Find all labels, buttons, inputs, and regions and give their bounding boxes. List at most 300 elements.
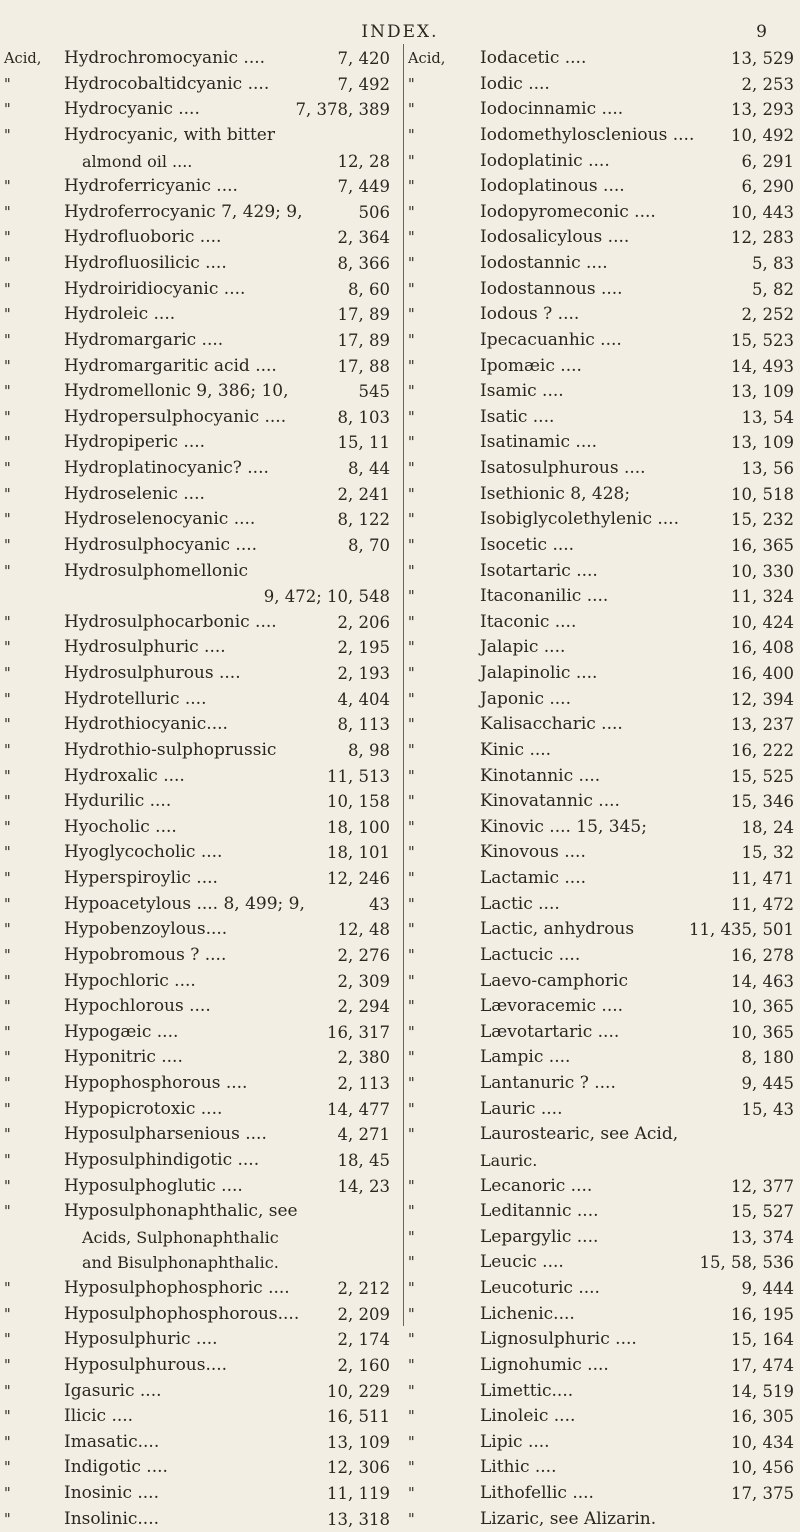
page-number: 9 — [756, 22, 767, 42]
index-entry — [408, 302, 796, 328]
entry-reference: 18, 101 — [327, 843, 390, 863]
index-entry — [408, 610, 796, 636]
entry-reference: 9, 445 — [741, 1074, 794, 1093]
index-entry — [408, 430, 796, 456]
index-entry — [408, 533, 796, 559]
index-entry — [4, 251, 398, 277]
entry-reference: 4, 271 — [337, 1125, 390, 1145]
entry-reference: 16, 408 — [731, 638, 794, 658]
entry-reference: 8, 44 — [348, 459, 390, 478]
index-entry — [408, 1148, 796, 1174]
entry-term: Hypobromous ? .... — [64, 944, 227, 965]
entry-reference: 13, 293 — [731, 100, 794, 120]
entry-term: Lævotartaric .... — [480, 1021, 620, 1042]
entry-prefix: " — [4, 870, 11, 887]
entry-prefix: " — [4, 1126, 11, 1144]
entry-prefix: " — [408, 485, 415, 503]
entry-term: Hydrofluosilicic .... — [64, 253, 227, 273]
entry-reference: 12, 377 — [731, 1176, 794, 1196]
entry-prefix: " — [408, 1049, 415, 1067]
entry-reference: 11, 513 — [327, 766, 390, 786]
entry-prefix: " — [4, 1433, 11, 1451]
entry-reference: 2, 309 — [337, 971, 390, 991]
index-entry — [408, 1071, 796, 1097]
index-entry — [408, 815, 796, 841]
index-entry — [4, 1404, 398, 1430]
entry-prefix: " — [4, 280, 11, 298]
index-entry — [408, 1379, 796, 1405]
index-entry — [4, 943, 398, 969]
entry-prefix: " — [4, 1305, 11, 1323]
left-index-column — [4, 46, 398, 1529]
entry-prefix: " — [4, 562, 11, 580]
entry-prefix: " — [408, 383, 415, 401]
entry-reference: 10, 424 — [731, 612, 794, 632]
entry-reference: 15, 32 — [741, 843, 794, 863]
entry-reference: 11, 324 — [731, 587, 794, 607]
index-entry — [408, 559, 796, 585]
entry-term: almond oil .... — [82, 151, 193, 171]
index-entry — [408, 149, 796, 175]
entry-prefix: " — [408, 280, 415, 298]
entry-reference: 43 — [369, 894, 390, 914]
entry-term: Hydroferrocyanic 7, 429; 9, — [64, 201, 303, 222]
index-entry — [408, 379, 796, 405]
entry-term: Igasuric .... — [64, 1380, 162, 1401]
entry-term: Hydrosulphomellonic — [64, 560, 249, 581]
index-entry — [408, 1276, 796, 1302]
entry-prefix: " — [408, 972, 415, 990]
entry-reference: 2, 380 — [337, 1048, 390, 1068]
index-entry — [4, 661, 398, 687]
entry-prefix: " — [4, 767, 11, 785]
entry-prefix: " — [4, 716, 11, 734]
entry-term: Hydromargaritic acid .... — [64, 355, 277, 376]
entry-prefix: " — [4, 434, 11, 452]
entry-reference: 2, 209 — [337, 1304, 390, 1324]
entry-prefix: " — [4, 818, 11, 836]
index-entry — [408, 405, 796, 431]
entry-term: Hyperspiroylic .... — [64, 868, 218, 888]
entry-prefix: " — [4, 408, 11, 426]
entry-reference: 16, 222 — [731, 740, 794, 760]
entry-term: Kinovous .... — [480, 842, 586, 863]
index-entry — [4, 840, 398, 866]
entry-term: Inosinic .... — [64, 1483, 159, 1503]
entry-reference: 8, 103 — [337, 407, 390, 427]
entry-reference: 7, 420 — [337, 49, 390, 68]
entry-term: Iodomethylosclenious .... — [480, 124, 695, 145]
entry-prefix: " — [408, 998, 415, 1016]
index-entry — [4, 97, 398, 123]
index-entry — [4, 1071, 398, 1097]
entry-prefix: " — [4, 1280, 11, 1297]
index-entry — [408, 1045, 796, 1071]
entry-reference: 10, 443 — [731, 202, 794, 222]
entry-prefix: " — [408, 946, 415, 964]
entry-prefix: " — [408, 126, 415, 144]
index-entry — [4, 405, 398, 431]
entry-prefix: " — [4, 331, 11, 349]
page-title: INDEX. — [361, 22, 439, 42]
entry-term: Itaconic .... — [480, 611, 577, 632]
index-entry — [4, 46, 398, 72]
entry-prefix: " — [408, 1382, 415, 1400]
entry-term: Isatosulphurous .... — [480, 458, 646, 478]
index-entry — [4, 1045, 398, 1071]
index-entry — [4, 1327, 398, 1353]
entry-term: Iodosalicylous .... — [480, 227, 630, 248]
index-entry — [408, 738, 796, 764]
entry-reference: 8, 60 — [348, 279, 390, 299]
entry-term: Ipomæic .... — [480, 355, 582, 376]
entry-term: Isobiglycolethylenic .... — [480, 509, 679, 530]
entry-reference: 15, 346 — [731, 792, 794, 812]
entry-prefix: " — [408, 229, 415, 247]
index-entry — [408, 507, 796, 533]
entry-prefix: " — [4, 921, 11, 939]
entry-prefix: " — [4, 126, 11, 144]
entry-term: Jalapinolic .... — [480, 663, 598, 683]
index-entry — [4, 1379, 398, 1405]
index-entry — [408, 123, 796, 149]
entry-reference: 11, 471 — [731, 869, 794, 888]
index-entry — [408, 1097, 796, 1123]
entry-prefix: " — [408, 870, 415, 887]
entry-term: Lampic .... — [480, 1047, 571, 1068]
entry-reference: 8, 113 — [337, 715, 390, 735]
index-entry — [4, 969, 398, 995]
entry-prefix: " — [4, 1203, 11, 1221]
entry-term: Lantanuric ? .... — [480, 1073, 616, 1093]
index-entry — [4, 789, 398, 815]
entry-reference: 2, 364 — [337, 228, 390, 248]
index-entry — [408, 1327, 796, 1353]
entry-reference: 15, 58, 536 — [699, 1253, 794, 1273]
entry-prefix: " — [4, 485, 11, 503]
entry-term: Laevo-camphoric — [480, 970, 628, 991]
index-entry — [4, 174, 398, 200]
entry-prefix: " — [4, 895, 11, 913]
entry-term: Isocetic .... — [480, 534, 575, 555]
entry-prefix: " — [4, 255, 11, 272]
entry-term: Hydroselenocyanic .... — [64, 509, 256, 530]
entry-prefix: " — [4, 229, 11, 247]
entry-prefix: " — [4, 665, 11, 682]
entry-reference: 12, 394 — [731, 689, 794, 709]
index-entry — [4, 430, 398, 456]
index-entry — [4, 917, 398, 943]
entry-reference: 5, 82 — [752, 279, 794, 299]
index-entry — [4, 1353, 398, 1379]
entry-prefix: " — [4, 946, 11, 964]
entry-prefix: " — [408, 716, 415, 734]
entry-reference: 16, 365 — [731, 535, 794, 555]
entry-prefix: Acid, — [4, 50, 42, 67]
entry-reference: 16, 511 — [327, 1407, 390, 1427]
entry-reference: 7, 378, 389 — [295, 100, 390, 120]
entry-reference: 18, 100 — [327, 817, 390, 837]
entry-term: Kinovic .... 15, 345; — [480, 816, 647, 837]
entry-term: Hyposulpharsenious .... — [64, 1124, 267, 1145]
entry-reference: 2, 195 — [337, 638, 390, 658]
index-entry — [4, 482, 398, 508]
entry-reference: 18, 24 — [741, 817, 794, 837]
entry-term: Iodoplatinous .... — [480, 176, 625, 197]
entry-term: and Bisulphonaphthalic. — [82, 1253, 279, 1273]
entry-term: Hydromargaric .... — [64, 329, 224, 350]
entry-reference: 13, 529 — [731, 49, 794, 68]
index-entry — [4, 1302, 398, 1328]
entry-term: Jalapic .... — [480, 637, 566, 658]
index-entry — [408, 251, 796, 277]
index-entry — [408, 1199, 796, 1225]
entry-prefix: " — [408, 741, 415, 759]
entry-prefix: " — [408, 408, 415, 426]
index-entry — [408, 661, 796, 687]
index-entry — [408, 354, 796, 380]
entry-reference: 12, 246 — [327, 869, 390, 888]
index-entry — [408, 866, 796, 892]
entry-prefix: " — [408, 1023, 415, 1041]
index-entry — [4, 1020, 398, 1046]
entry-reference: 2, 193 — [337, 664, 390, 683]
entry-prefix: " — [408, 1305, 415, 1323]
index-entry — [4, 994, 398, 1020]
index-entry — [408, 97, 796, 123]
entry-reference: 7, 449 — [337, 177, 390, 197]
entry-term: Isethionic 8, 428; — [480, 483, 631, 504]
entry-prefix: Acid, — [408, 50, 446, 67]
entry-term: Iodostannic .... — [480, 253, 608, 273]
index-entry — [4, 225, 398, 251]
entry-reference: 9, 472; 10, 548 — [263, 587, 390, 607]
entry-term: Lecanoric .... — [480, 1175, 593, 1196]
entry-term: Hydrothio-sulphoprussic — [64, 739, 277, 760]
entry-prefix: " — [4, 972, 11, 990]
entry-reference: 10, 330 — [731, 561, 794, 581]
entry-prefix: " — [408, 1228, 415, 1246]
entry-prefix: " — [408, 75, 415, 93]
index-entry — [408, 687, 796, 713]
entry-reference: 15, 164 — [731, 1330, 794, 1350]
entry-reference: 13, 56 — [741, 459, 794, 478]
entry-term: Isatinamic .... — [480, 432, 598, 453]
entry-term: Hyposulphophosphorous.... — [64, 1303, 300, 1324]
entry-term: Iodocinnamic .... — [480, 99, 624, 120]
entry-prefix: " — [4, 1356, 11, 1374]
entry-term: Indigotic .... — [64, 1457, 168, 1478]
entry-prefix: " — [4, 1049, 11, 1067]
entry-prefix: " — [408, 818, 415, 836]
entry-reference: 13, 374 — [731, 1227, 794, 1247]
index-entry — [4, 302, 398, 328]
index-entry — [408, 635, 796, 661]
index-entry — [408, 584, 796, 610]
entry-reference: 13, 237 — [731, 715, 794, 735]
entry-reference: 16, 278 — [731, 945, 794, 965]
index-entry — [408, 969, 796, 995]
entry-prefix: " — [408, 895, 415, 913]
index-entry — [4, 610, 398, 636]
index-entry — [4, 1455, 398, 1481]
index-entry — [408, 1020, 796, 1046]
entry-reference: 10, 365 — [731, 997, 794, 1017]
entry-term: Hyposulphuric .... — [64, 1329, 218, 1350]
entry-term: Isotartaric .... — [480, 560, 598, 581]
entry-reference: 2, 253 — [741, 74, 794, 94]
index-entry — [4, 1276, 398, 1302]
entry-prefix: " — [4, 1023, 11, 1041]
entry-prefix: " — [408, 665, 415, 682]
entry-reference: 13, 109 — [731, 382, 794, 402]
entry-reference: 5, 83 — [752, 254, 794, 273]
entry-prefix: " — [4, 690, 11, 708]
index-entry — [4, 72, 398, 98]
entry-prefix: " — [4, 844, 11, 862]
entry-prefix: " — [4, 536, 11, 554]
entry-prefix: " — [4, 306, 11, 324]
entry-term: Lithic .... — [480, 1457, 557, 1478]
entry-reference: 17, 88 — [337, 356, 390, 376]
entry-reference: 2, 276 — [337, 945, 390, 965]
entry-reference: 10, 456 — [731, 1458, 794, 1478]
index-entry — [408, 174, 796, 200]
index-entry — [4, 354, 398, 380]
entry-reference: 11, 472 — [731, 894, 794, 914]
index-entry — [4, 1174, 398, 1200]
index-entry — [408, 46, 796, 72]
entry-prefix: " — [4, 1408, 11, 1426]
index-entry — [4, 584, 398, 610]
entry-term: Hydroferricyanic .... — [64, 176, 238, 197]
entry-term: Leditannic .... — [480, 1201, 599, 1222]
entry-reference: 12, 28 — [337, 151, 390, 171]
entry-term: Hydrothiocyanic.... — [64, 714, 228, 735]
entry-prefix: " — [4, 75, 11, 93]
index-entry — [408, 328, 796, 354]
entry-reference: 10, 365 — [731, 1022, 794, 1042]
index-entry — [408, 1455, 796, 1481]
entry-reference: 14, 463 — [731, 971, 794, 991]
entry-term: Isamic .... — [480, 381, 564, 402]
entry-reference: 545 — [358, 382, 390, 402]
entry-prefix: " — [4, 1331, 11, 1349]
entry-term: Lauric. — [480, 1150, 538, 1170]
entry-term: Hydropiperic .... — [64, 432, 206, 453]
entry-reference: 15, 525 — [731, 766, 794, 786]
entry-reference: 13, 318 — [327, 1509, 390, 1529]
entry-term: Kinotannic .... — [480, 765, 601, 786]
entry-term: Iodostannous .... — [480, 278, 623, 299]
entry-term: Hyposulphonaphthalic, see — [64, 1201, 298, 1222]
entry-reference: 16, 400 — [731, 664, 794, 683]
entry-prefix: " — [408, 1075, 415, 1092]
entry-reference: 8, 366 — [337, 254, 390, 273]
entry-reference: 15, 523 — [731, 330, 794, 350]
entry-term: Hyponitric .... — [64, 1047, 183, 1068]
entry-reference: 14, 493 — [731, 356, 794, 376]
entry-reference: 13, 109 — [731, 433, 794, 453]
entry-reference: 2, 113 — [337, 1074, 390, 1093]
entry-prefix: " — [408, 460, 415, 477]
entry-reference: 2, 241 — [337, 484, 390, 504]
entry-prefix: " — [4, 460, 11, 477]
entry-prefix: " — [408, 306, 415, 324]
entry-reference: 8, 98 — [348, 740, 390, 760]
entry-prefix: " — [4, 1510, 11, 1528]
entry-prefix: " — [408, 152, 415, 170]
entry-term: Hydroxalic .... — [64, 765, 185, 786]
entry-reference: 9, 444 — [741, 1279, 794, 1298]
entry-reference: 10, 518 — [731, 484, 794, 504]
index-entry — [408, 943, 796, 969]
entry-reference: 17, 375 — [731, 1484, 794, 1503]
entry-prefix: " — [4, 613, 11, 631]
index-entry — [4, 379, 398, 405]
entry-term: Lauric .... — [480, 1098, 563, 1119]
entry-term: Ilicic .... — [64, 1406, 134, 1427]
entry-term: Hyposulphindigotic .... — [64, 1149, 260, 1170]
entry-term: Hypochloric .... — [64, 970, 196, 991]
entry-prefix: " — [4, 383, 11, 401]
entry-prefix: " — [4, 1177, 11, 1195]
entry-reference: 2, 252 — [741, 305, 794, 325]
entry-prefix: " — [4, 1382, 11, 1400]
index-entry — [408, 789, 796, 815]
entry-reference: 2, 212 — [337, 1279, 390, 1298]
entry-term: Hyoglycocholic .... — [64, 842, 223, 863]
entry-term: Iodopyromeconic .... — [480, 201, 656, 222]
entry-term: Hydroleic .... — [64, 304, 176, 325]
index-entry — [4, 1507, 398, 1532]
entry-prefix: " — [408, 1408, 415, 1426]
entry-reference: 8, 122 — [337, 510, 390, 530]
entry-term: Acids, Sulphonaphthalic — [82, 1227, 279, 1247]
entry-reference: 10, 434 — [731, 1432, 794, 1452]
entry-term: Hydrosulphocyanic .... — [64, 534, 258, 555]
entry-term: Hydromellonic 9, 386; 10, — [64, 381, 289, 402]
entry-reference: 4, 404 — [337, 689, 390, 709]
index-entry — [4, 687, 398, 713]
index-entry — [4, 149, 398, 175]
entry-term: Iodous ? .... — [480, 304, 580, 325]
index-entry — [408, 1430, 796, 1456]
index-entry — [4, 892, 398, 918]
entry-term: Iodic .... — [480, 73, 550, 94]
index-entry — [408, 994, 796, 1020]
entry-reference: 16, 195 — [731, 1304, 794, 1324]
index-entry — [4, 559, 398, 585]
entry-prefix: " — [408, 178, 415, 196]
entry-prefix: " — [408, 844, 415, 862]
index-entry — [408, 72, 796, 98]
entry-reference: 7, 492 — [337, 74, 390, 94]
entry-reference: 16, 317 — [327, 1022, 390, 1042]
entry-term: Hydrocobaltidcyanic .... — [64, 73, 270, 94]
index-entry — [408, 277, 796, 303]
entry-prefix: " — [408, 1177, 415, 1195]
index-entry — [408, 892, 796, 918]
entry-term: Lepargylic .... — [480, 1226, 599, 1247]
entry-term: Hyposulphurous.... — [64, 1354, 228, 1375]
entry-prefix: " — [408, 1331, 415, 1349]
entry-prefix: " — [408, 255, 415, 272]
entry-term: Leucic .... — [480, 1252, 564, 1273]
entry-term: Ipecacuanhic .... — [480, 329, 622, 350]
index-entry — [4, 200, 398, 226]
index-entry — [408, 482, 796, 508]
